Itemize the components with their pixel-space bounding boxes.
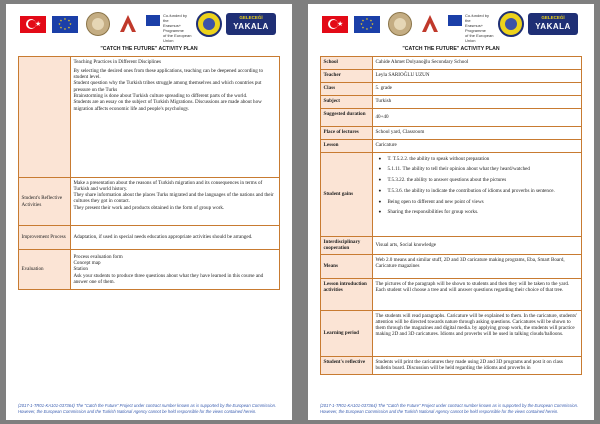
national-agency-icon [418, 12, 442, 36]
row-content [71, 57, 280, 178]
row-text: Brainstorming is done about Turkish culture spreading to different parts of the world. [73, 92, 248, 99]
table-row [321, 279, 582, 311]
svg-text:★: ★ [63, 27, 67, 31]
gains-list [376, 156, 579, 216]
svg-text:★: ★ [63, 17, 67, 21]
row-text: Adaptation, if used in special needs education appropriate activities should be arranged. [73, 234, 253, 241]
svg-text:★: ★ [67, 25, 71, 30]
row-text: Student question why the Turkish tribes struggle among themselves and which countries put pressure on the Turks [73, 80, 262, 93]
table-row [321, 237, 582, 255]
row-label: Evaluation [19, 250, 71, 290]
svg-text:★: ★ [365, 27, 369, 31]
document-page-right [308, 4, 594, 420]
table-row [19, 250, 280, 290]
list-item: ● 5.1.11. The ability to tell their opinion about what they heard/watched [388, 166, 579, 172]
row-text: Students are an essay on the subject of Turkish Migrations. Discussions are made about how migration affects economic life and people's psychology. [73, 99, 262, 112]
row-label: Suggested duration [321, 109, 373, 127]
table-row [321, 140, 582, 153]
table-row [321, 357, 582, 375]
row-content: Caricature [373, 140, 582, 153]
row-content: The pictures of the paragraph will be shown to students and then they will be taken to the yard. Each student will choose a tree and will answer questions regarding their choice of that tree. [373, 279, 582, 311]
table-row [19, 178, 280, 226]
row-text: Ask your students to produce three questions about what they have learned in this course and answer one of them. [73, 272, 264, 285]
row-content: 40+40 [373, 109, 582, 127]
table-row [321, 83, 582, 96]
row-label: Student's Reflective Activities [19, 178, 71, 226]
svg-text:★: ★ [360, 22, 363, 26]
turkey-flag-icon: ★ [322, 16, 348, 33]
row-content: School yard, Classroom [373, 127, 582, 140]
row-label: Teacher [321, 70, 373, 83]
plan-title: "CATCH THE FUTURE" ACTIVITY PLAN [100, 46, 198, 52]
table-row [321, 255, 582, 279]
row-text: Teaching Practices in Different Disciplines [73, 58, 162, 65]
row-label: Student gains [321, 153, 373, 237]
table-row [321, 311, 582, 357]
svg-text:★: ★ [69, 22, 72, 26]
row-content [71, 226, 280, 250]
row-text: By selecting the desired ones from these applications, teaching can be deepened according to student level. [73, 67, 264, 81]
logo-bar [20, 10, 278, 42]
row-content: Students will print the caricatures they made using 2D and 3D programs and post it on class bulletin board. Discussion will be held regarding the idioms and proverbs in [373, 357, 582, 375]
row-label: Subject [321, 96, 373, 109]
svg-text:★: ★ [365, 17, 369, 21]
plan-title: "CATCH THE FUTURE" ACTIVITY PLAN [402, 46, 500, 52]
table-row [321, 57, 582, 70]
ministry-seal-icon [86, 12, 110, 36]
table-row [321, 153, 582, 237]
school-logo-icon [498, 11, 524, 37]
list-item: ● T.5.3.6. the ability to indicate the contribution of idioms and proverbs in sentence. [388, 188, 579, 194]
row-text: Station [73, 266, 88, 273]
row-content [71, 250, 280, 290]
table-row [321, 96, 582, 109]
row-label: Interdisciplinary cooperation [321, 237, 373, 255]
row-content: The students will read paragraphs. Caricature will be explained to them. In the caricature, students' attention will be directed towards nature through asking questions. Caricatures will be shown to them through the magazines and digital media. by applying group work, the students will practice making 2D and 3D caricatures. Idioms and proverbs will be used in talking clouds/balloons. [373, 311, 582, 357]
project-logo: GELECEĞİ YAKALA [528, 13, 578, 35]
table-row [19, 57, 280, 178]
row-label [19, 57, 71, 178]
national-agency-icon [116, 12, 140, 36]
row-content: Web 2.0 means and similar stuff, 2D and 3D caricature making programs, Eba, Smart Board, Caricature magazines [373, 255, 582, 279]
svg-text:★: ★ [371, 22, 374, 26]
list-item: ● Sharing the responsibilities for group works. [388, 209, 579, 215]
row-content: 5. grade [373, 83, 582, 96]
svg-text:★: ★ [369, 25, 373, 30]
row-label: Place of lectures [321, 127, 373, 140]
funding-disclaimer: (2017-1-TR01-KA101-037364) The "Catch the Future" Project under contract number known as is supported by the European Commission. However, the European Commission and the Turkish National Agency cannot be held responsible for the views contained herein. [320, 403, 579, 414]
erasmus-logo: Co-funded by the Erasmus+ Programme of the European Union [146, 13, 190, 37]
row-content [373, 153, 582, 237]
svg-text:★: ★ [59, 25, 63, 30]
row-text: Concept map [73, 260, 101, 267]
school-logo-icon [196, 11, 222, 37]
row-label: Means [321, 255, 373, 279]
funding-disclaimer: (2017-1-TR01-KA101-037364) The "Catch the Future" Project under contract number known as is supported by the European Commission. However, the European Commission and the Turkish National Agency cannot be held responsible for the views contained herein. [18, 403, 277, 414]
row-label: Lesson introduction activities [321, 279, 373, 311]
row-content: Visual arts, Social knowledge [373, 237, 582, 255]
svg-text:★: ★ [58, 22, 61, 26]
svg-text:★: ★ [67, 18, 71, 23]
turkey-flag-icon: ★ [20, 16, 46, 33]
row-content: Cahide Ahmet Dolyanoğlu Secondary School [373, 57, 582, 70]
row-text: They share information about the places Turks migrated and the languages of the nations and their cultures they got in contact. [73, 192, 274, 205]
ministry-seal-icon [388, 12, 412, 36]
table-row [321, 127, 582, 140]
row-label: Class [321, 83, 373, 96]
erasmus-logo: Co-funded by the Erasmus+ Programme of the European Union [448, 13, 492, 37]
row-text: Make a presentation about the reasons of Turkish migration and its consequences in terms of Turkish and world history. [73, 179, 263, 192]
row-content: Turkish [373, 96, 582, 109]
activity-plan-table-right [320, 56, 582, 375]
row-content [71, 178, 280, 226]
svg-text:★: ★ [361, 18, 365, 23]
row-label: Student's reflective [321, 357, 373, 375]
svg-text:★: ★ [59, 18, 63, 23]
row-label: School [321, 57, 373, 70]
row-text: Process evaluation form [73, 253, 123, 260]
table-row [321, 109, 582, 127]
eu-flag-icon [354, 16, 380, 33]
activity-plan-table-left [18, 56, 280, 290]
row-text: They present their work and products obtained in the form of group work. [73, 204, 225, 211]
logo-bar [322, 10, 580, 42]
row-label: Improvement Process [19, 226, 71, 250]
table-row [321, 70, 582, 83]
list-item: ● T.5.3.22. the ability to answer questions about the pictures [388, 177, 579, 183]
document-page-left [6, 4, 292, 420]
svg-text:★: ★ [361, 25, 365, 30]
eu-flag-icon [52, 16, 78, 33]
table-row [19, 226, 280, 250]
project-logo: GELECEĞİ YAKALA [226, 13, 276, 35]
svg-text:★: ★ [369, 18, 373, 23]
row-content: Leyla SARIOĞLU UZUN [373, 70, 582, 83]
row-label: Lesson [321, 140, 373, 153]
list-item: ● T. T.5.2.2. the ability to speak without preparation [388, 156, 579, 162]
row-label: Learning period [321, 311, 373, 357]
list-item: ● Being open to different and new point of views [388, 199, 579, 205]
